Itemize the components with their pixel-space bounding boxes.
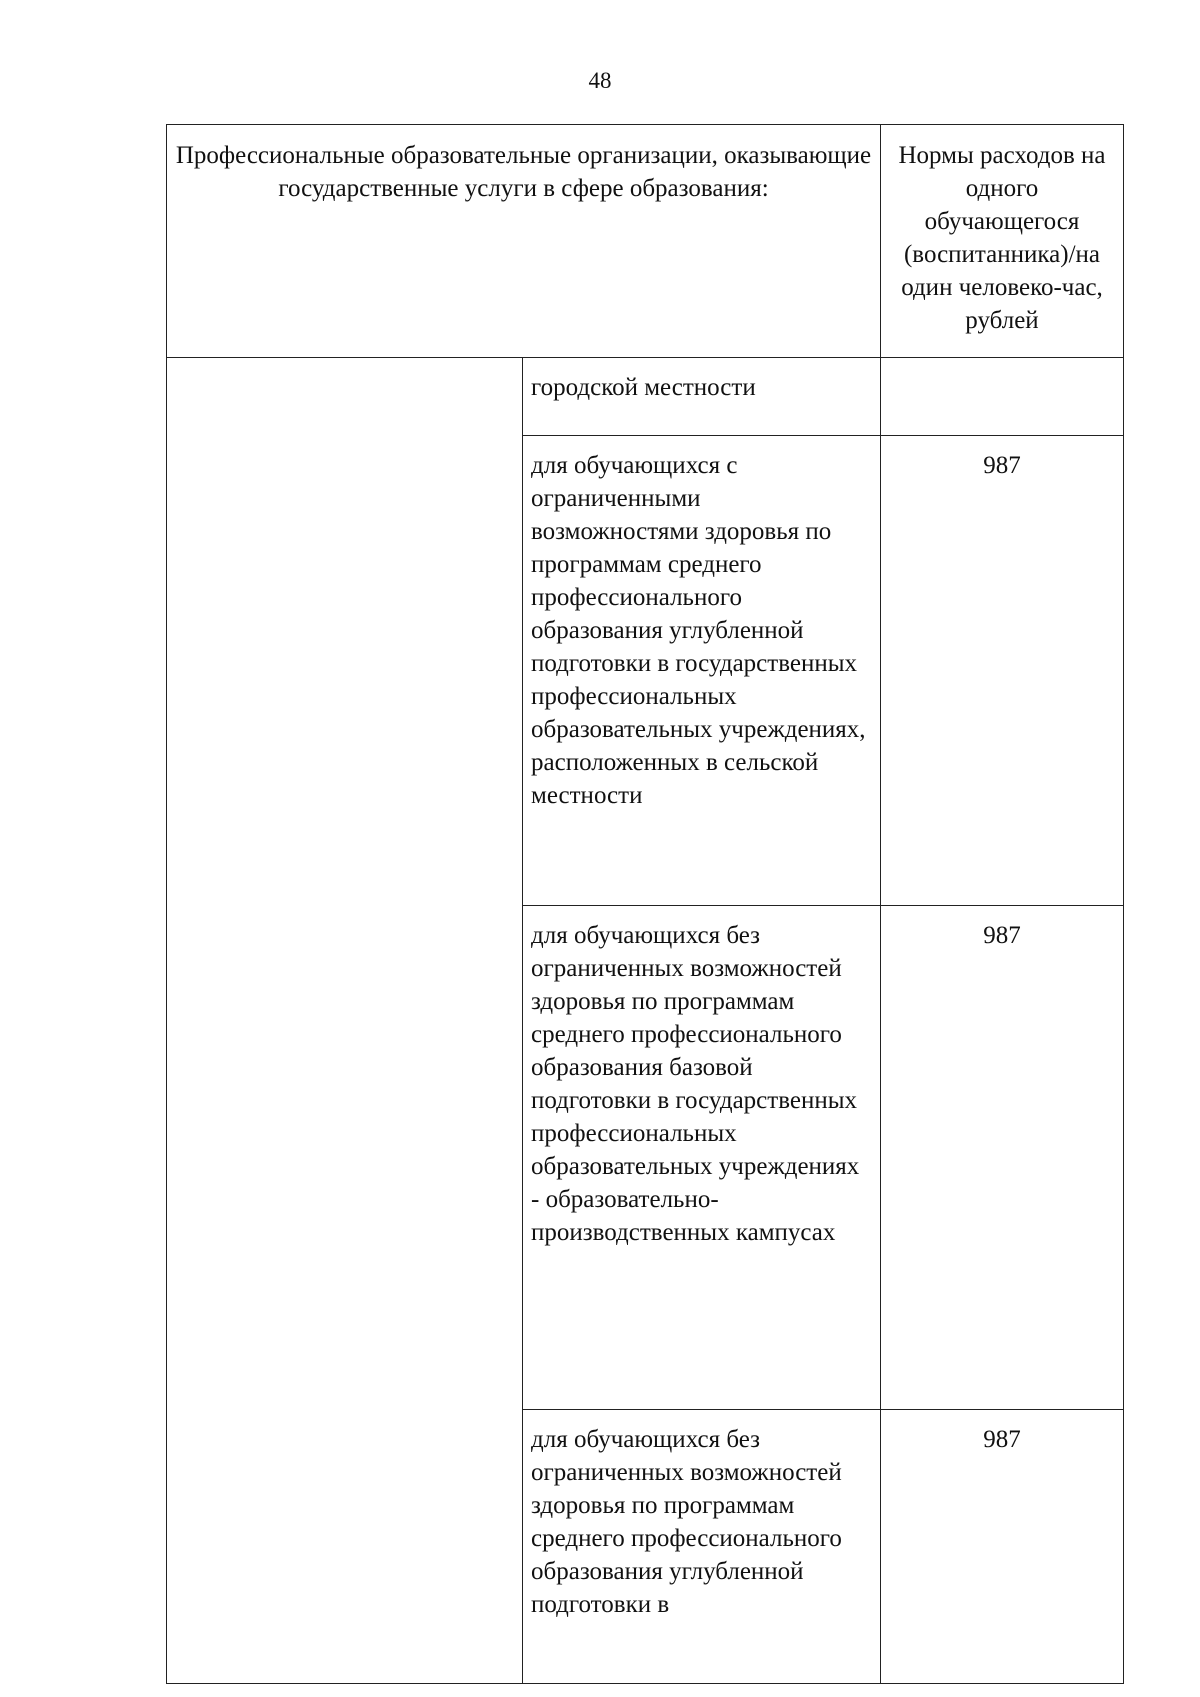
row-description: для обучающихся с ограниченными возможностями здоровья по программам среднего профессионального образования углубленной подготовки в государственных профессиональных образовательных учреждениях, расположенных в сельской местности — [523, 436, 881, 906]
norms-table — [166, 124, 1124, 1684]
page-number: 48 — [588, 68, 612, 93]
row-description: для обучающихся без ограниченных возможностей здоровья по программам среднего профессионального образования базовой подготовки в государственных профессиональных образовательных учреждениях - образовательно-производственных кампусах — [523, 906, 881, 1410]
row-value: 987 — [881, 1410, 1124, 1684]
header-norms: Нормы расходов на одного обучающегося (воспитанника)/на один человеко-час, рублей — [881, 125, 1124, 358]
row-description: городской местности — [523, 358, 881, 436]
header-organizations: Профессиональные образовательные организации, оказывающие государственные услуги в сфере образования: — [167, 125, 881, 358]
table-row — [167, 358, 1124, 436]
row-value: 987 — [881, 906, 1124, 1410]
table-header-row — [167, 125, 1124, 358]
row-value — [881, 358, 1124, 436]
row-value: 987 — [881, 436, 1124, 906]
group-cell — [167, 358, 523, 1684]
row-description: для обучающихся без ограниченных возможностей здоровья по программам среднего профессионального образования углубленной подготовки в — [523, 1410, 881, 1684]
